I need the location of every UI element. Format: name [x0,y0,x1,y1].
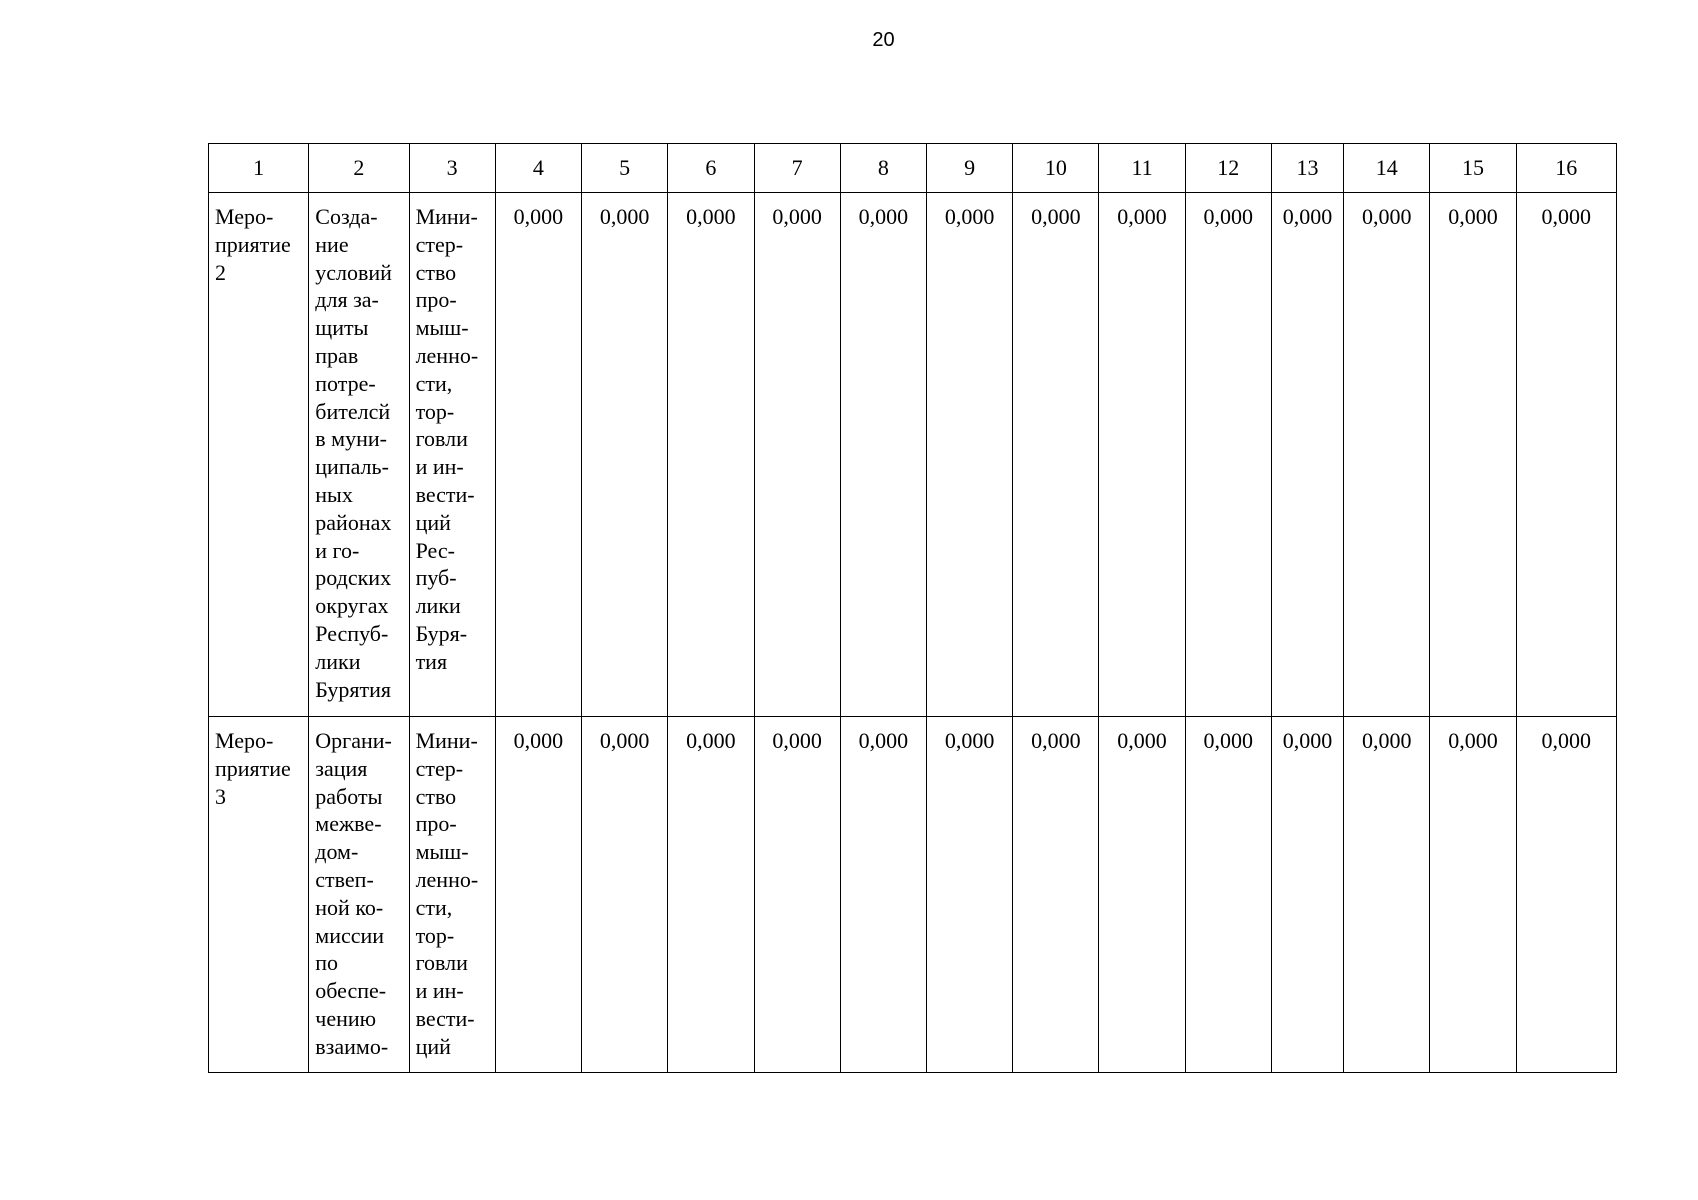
column-header: 16 [1516,144,1616,193]
column-header: 4 [495,144,581,193]
value-cell: 0,000 [668,193,754,717]
value-cell: 0,000 [495,193,581,717]
column-header: 5 [582,144,668,193]
activity-description-cell: Органи- зация работы межве- дом- ствеп- ной ко- миссии по обеспе- чению взаимо- [309,717,409,1073]
table-header-row [209,144,1617,193]
value-cell: 0,000 [1516,193,1616,717]
column-header: 15 [1430,144,1516,193]
value-cell: 0,000 [1013,717,1099,1073]
column-header: 10 [1013,144,1099,193]
column-header: 7 [754,144,840,193]
value-cell: 0,000 [1344,193,1430,717]
activity-name-cell: Меро- приятие 2 [209,193,309,717]
value-cell: 0,000 [668,717,754,1073]
activity-description-cell: Созда- ние условий для за- щиты прав потре- бителсй в муни- ципаль- ных районах и го- родских округах Респуб- лики Бурятия [309,193,409,717]
column-header: 12 [1185,144,1271,193]
value-cell: 0,000 [1099,193,1185,717]
column-header: 11 [1099,144,1185,193]
column-header: 8 [840,144,926,193]
value-cell: 0,000 [1099,717,1185,1073]
value-cell: 0,000 [582,717,668,1073]
value-cell: 0,000 [840,193,926,717]
value-cell: 0,000 [1185,717,1271,1073]
value-cell: 0,000 [1013,193,1099,717]
column-header: 6 [668,144,754,193]
executor-cell: Мини- стер- ство про- мыш- ленно- сти, тор- говли и ин- вести- ций [409,717,495,1073]
budget-table [208,143,1617,1073]
column-header: 13 [1271,144,1343,193]
table-row [209,193,1617,717]
value-cell: 0,000 [1430,193,1516,717]
value-cell: 0,000 [1271,193,1343,717]
table-row [209,717,1617,1073]
column-header: 1 [209,144,309,193]
value-cell: 0,000 [495,717,581,1073]
value-cell: 0,000 [1185,193,1271,717]
value-cell: 0,000 [1430,717,1516,1073]
column-header: 2 [309,144,409,193]
column-header: 14 [1344,144,1430,193]
value-cell: 0,000 [926,193,1012,717]
executor-cell: Мини- стер- ство про- мыш- ленно- сти, тор- говли и ин- вести- ций Рес- пуб- лики Буря- тия [409,193,495,717]
value-cell: 0,000 [1344,717,1430,1073]
value-cell: 0,000 [840,717,926,1073]
activity-name-cell: Меро- приятие 3 [209,717,309,1073]
value-cell: 0,000 [1516,717,1616,1073]
value-cell: 0,000 [926,717,1012,1073]
value-cell: 0,000 [1271,717,1343,1073]
value-cell: 0,000 [754,193,840,717]
page-number: 20 [872,29,895,51]
value-cell: 0,000 [754,717,840,1073]
column-header: 3 [409,144,495,193]
value-cell: 0,000 [582,193,668,717]
column-header: 9 [926,144,1012,193]
